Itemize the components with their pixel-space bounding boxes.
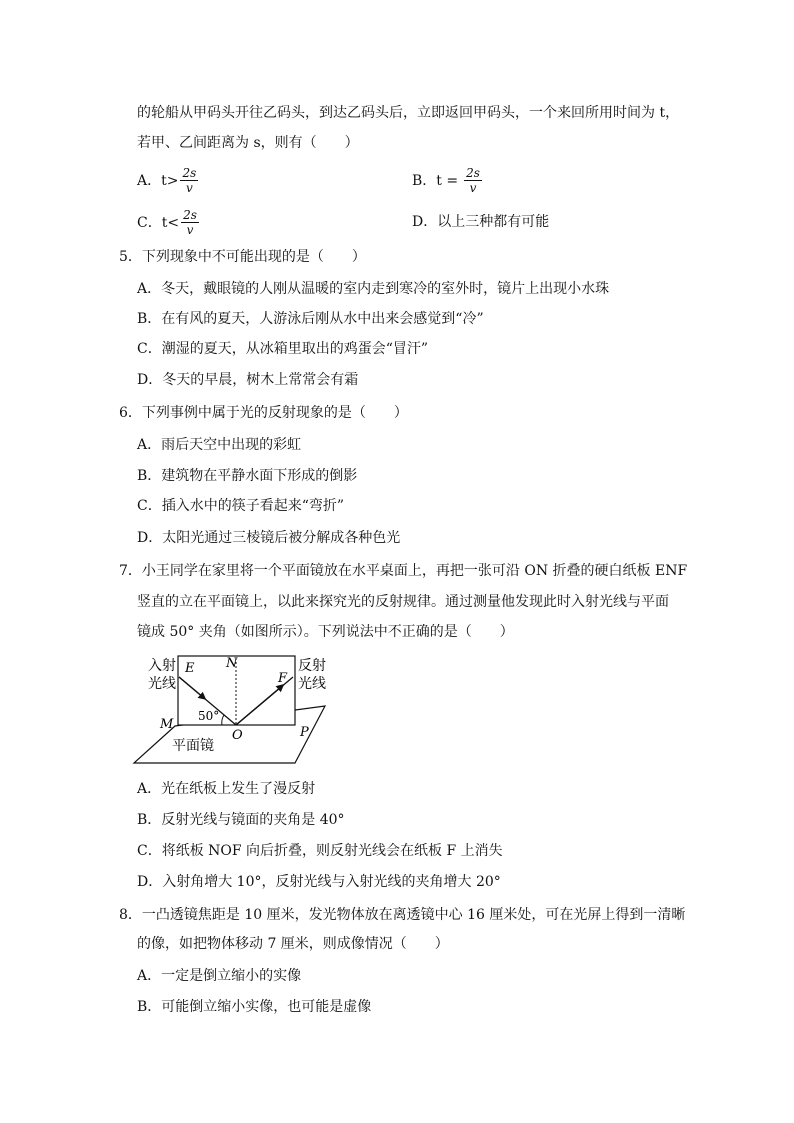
label-m: M	[160, 717, 174, 732]
q4-stem-line-2: 若甲、乙间距离为 s，则有（ ）	[137, 135, 359, 151]
q4-option-a-fraction	[180, 166, 198, 195]
q7-option-a: A．光在纸板上发生了漫反射	[137, 781, 316, 797]
q4-option-b	[412, 162, 482, 198]
label-e: E	[185, 661, 195, 676]
fraction-numerator: 2s	[183, 207, 197, 222]
label-angle: 50°	[198, 709, 220, 723]
q7-stem-line-1: 7．小王同学在家里将一个平面镜放在水平桌面上，再把一张可沿 ON 折叠的硬白纸板 ENF	[119, 563, 688, 579]
q4-option-b-prefix: B．t =	[412, 173, 459, 189]
fraction-denominator: v	[186, 222, 194, 237]
q7-stem-line-3: 镜成 50° 夹角（如图所示）。下列说法中不正确的是（ ）	[137, 624, 514, 640]
q4-option-c-prefix: C．t<	[137, 215, 180, 231]
label-o: O	[232, 728, 243, 743]
q6-option-c: C．插入水中的筷子看起来“弯折”	[137, 498, 345, 514]
label-mirror: 平面镜	[172, 738, 214, 754]
q7-stem-line-2: 竖直的立在平面镜上，以此来探究光的反射规律。通过测量他发现此时入射光线与平面	[137, 594, 669, 610]
q6-option-b: B．建筑物在平静水面下形成的倒影	[137, 468, 358, 484]
fraction-denominator: v	[469, 180, 477, 195]
q7-option-c: C．将纸板 NOF 向后折叠，则反射光线会在纸板 F 上消失	[137, 843, 503, 859]
q7-option-b: B．反射光线与镜面的夹角是 40°	[137, 812, 345, 828]
q8-stem-line-1: 8．一凸透镜焦距是 10 厘米，发光物体放在离透镜中心 16 厘米处，可在光屏上得到一清晰	[119, 907, 686, 923]
q5-option-c: C．潮湿的夏天，从冰箱里取出的鸡蛋会“冒汗”	[137, 341, 429, 357]
q4-option-a	[137, 162, 198, 198]
q4-option-c	[137, 204, 199, 240]
label-incident-2: 光线	[148, 676, 176, 692]
label-n: N	[226, 656, 238, 671]
q7-option-d: D．入射角增大 10°，反射光线与入射光线的夹角增大 20°	[137, 874, 501, 890]
q6-option-d: D．太阳光通过三棱镜后被分解成各种色光	[137, 530, 401, 546]
q4-option-b-fraction	[464, 166, 482, 195]
q6-option-a: A．雨后天空中出现的彩虹	[137, 437, 302, 453]
label-reflected-2: 光线	[298, 676, 326, 692]
q5-option-b: B．在有风的夏天，人游泳后刚从水中出来会感觉到“冷”	[137, 311, 484, 327]
q4-option-c-fraction	[181, 208, 199, 237]
label-f: F	[278, 671, 288, 686]
reflection-experiment-figure	[130, 650, 350, 770]
fraction-numerator: 2s	[182, 165, 197, 180]
q6-stem: 6．下列事例中属于光的反射现象的是（ ）	[119, 405, 408, 421]
q5-option-d: D．冬天的早晨，树木上常常会有霜	[137, 372, 359, 388]
q8-stem-line-2: 的像，如把物体移动 7 厘米，则成像情况（ ）	[137, 936, 449, 952]
label-p: P	[300, 725, 309, 740]
q4-option-d: D．以上三种都有可能	[412, 214, 550, 230]
q4-option-a-prefix: A．t>	[137, 173, 179, 189]
q5-option-a: A．冬天，戴眼镜的人刚从温暖的室内走到寒冷的室外时，镜片上出现小水珠	[137, 281, 610, 297]
label-incident-1: 入射	[148, 658, 176, 674]
q5-stem: 5．下列现象中不可能出现的是（ ）	[119, 249, 366, 265]
label-reflected-1: 反射	[298, 658, 326, 674]
fraction-denominator: v	[185, 180, 193, 195]
q4-stem-line-1: 的轮船从甲码头开往乙码头，到达乙码头后，立即返回甲码头，一个来回所用时间为 t，	[137, 105, 680, 121]
fraction-numerator: 2s	[466, 165, 480, 180]
q8-option-a: A．一定是倒立缩小的实像	[137, 968, 302, 984]
q8-option-b: B．可能倒立缩小实像，也可能是虚像	[137, 999, 372, 1015]
